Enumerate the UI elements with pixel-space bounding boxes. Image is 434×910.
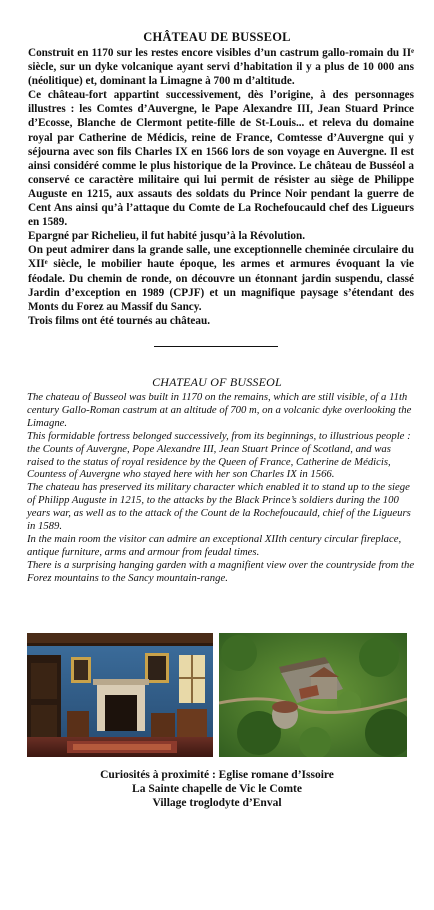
english-description	[27, 391, 415, 585]
curiosity-line: Curiosités à proximité : Eglise romane d’Issoire	[100, 769, 334, 781]
english-paragraph: This formidable fortress belonged successively, from its beginnings, to illustrious people : the Counts of Auvergne, Pope Alexandre III, Jean Stuart Prince of Scotland, and was raised to the status of royal residence by the Queen of France, Catherine de Médicis, Countess of Auvergne who stayed here with her son Charles IX in 1566.	[27, 429, 411, 481]
english-paragraph: The chateau has preserved its military character which enabled it to stand up to the siege of Philipp Auguste in 1215, to the attacks by the Black Prince’s soldiers during the 100 years war, as well as to the attack of the Count de la Rochefoucauld, chief of the Ligueurs in 1589.	[27, 481, 411, 533]
curiosity-line: Village troglodyte d’Enval	[152, 797, 282, 810]
interior-photo	[27, 633, 213, 757]
french-paragraph: Ce château-fort appartint successivement, dès l’origine, à des personnages illustres : les Comtes d’Auvergne, le Pape Alexandre III, Jean Stuard Prince d’Ecosse, Blanche de Clermont petite-fille de St-Louis... et releva du domaine royal par Catherine de Médicis, reine de France, Comtesse d’Auvergne qui y séjourna avec son fils Charles IX en 1566 lors de son voyage en Auvergne. Il est ainsi considéré comme le plus historique de la Province. Le château de Busséol a conservé ce caractère militaire qui lui permit de résister au siège de Philippe Auguste en 1215, aux assauts des soldats du Prince Noir pendant la guerre de Cent Ans ainsi qu’à l’attaque du Comte de La Rochefoucauld chef des Ligueurs en 1589.	[28, 89, 414, 229]
section-divider	[154, 346, 278, 347]
english-paragraph: In the main room the visitor can admire an exceptional XIIth century circular fireplace, antique furniture, arms and armour from feudal times.	[27, 532, 402, 558]
french-title: CHÂTEAU DE BUSSEOL	[143, 30, 291, 44]
french-paragraph: Epargné par Richelieu, il fut habité jusqu’à la Révolution.	[28, 230, 306, 243]
english-paragraph: There is a surprising hanging garden with a magnifient view over the countryside from the Forez mountains to the Sancy mountain-range.	[27, 558, 415, 584]
french-description	[28, 46, 414, 328]
english-title: CHATEAU OF BUSSEOL	[152, 375, 282, 389]
french-paragraph: Construit en 1170 sur les restes encore visibles d’un castrum gallo-romain du IIᵉ siècle, sur un dyke volcanique ayant servi d’habitation il y a plus de 10 000 ans (néolitique) et, dominant la Limagne à 700 m d’altitude.	[28, 47, 414, 88]
aerial-photo	[219, 633, 407, 757]
french-paragraph: Trois films ont été tournés au château.	[28, 314, 210, 327]
english-paragraph: The chateau of Busseol was built in 1170 on the remains, which are still visible, of a 11th century Gallo-Roman castrum at an altitude of 700 m, on a volcanic dyke overlooking the Limagne.	[27, 391, 412, 429]
nearby-curiosities	[0, 768, 434, 811]
french-paragraph: On peut admirer dans la grande salle, une exceptionnelle cheminée circulaire du XIIᵉ siècle, le mobilier haute époque, les armes et armures évoquant la vie féodale. Du chemin de ronde, on découvre un étonnant jardin suspendu, classé Jardin d’exception en 1989 (CPJF) et un magnifique paysage s’étendant des Monts du Forez au Massif du Sancy.	[28, 244, 414, 313]
curiosity-line: La Sainte chapelle de Vic le Comte	[132, 783, 302, 796]
